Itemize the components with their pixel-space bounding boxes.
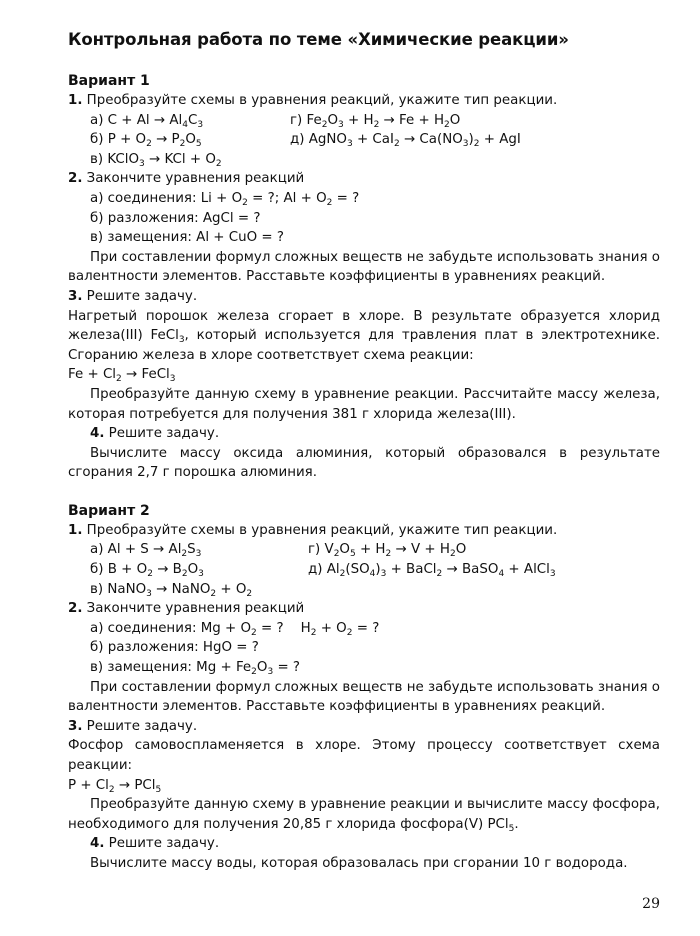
v2-task-2-number: 2. [68, 601, 83, 617]
v1-task-3-question: Преобразуйте данную схему в уравнение реакции. Рассчитайте массу железа, которая потребуется для получения 381 г хлорида железа(III). [68, 386, 660, 422]
v1-task-2-v: в) замещения: Al + CuO = ? [90, 230, 285, 246]
v2-task-1-text: Преобразуйте схемы в уравнения реакций, укажите тип реакции. [82, 522, 558, 538]
v2-task-4-problem: Вычислите массу воды, которая образовалась при сгорании 10 г водорода. [90, 855, 628, 871]
v1-note: При составлении формул сложных веществ не забудьте использовать знания о валентности элементов. Расставьте коэффициенты в уравнениях реакций. [68, 249, 660, 285]
v2-task-1-row-1 [68, 540, 660, 560]
v1-scheme-a: а) $C + Al \to Al_4C_3$ [90, 112, 204, 130]
page-title: Контрольная работа по теме «Химические реакции» [68, 30, 569, 49]
v1-scheme-d: д) AgNO$_3$ + $CaI_2 \to Ca(NO_3)_2$ + AgI [290, 132, 521, 150]
v2-task-3-scheme: $P + Cl_2 \to PCl_5$ [68, 777, 162, 795]
v2-task-4-text: Решите задачу. [104, 836, 220, 852]
v2-task-1-number: 1. [68, 522, 83, 538]
variant-1-heading: Вариант 1 [68, 73, 150, 89]
v2-task-3 [68, 717, 660, 737]
v2-task-2-a: а) соединения: $Mg + O_2$ = ? $H_2 + O_2$ = ? [90, 620, 380, 638]
v2-scheme-a: а) $Al + S \to Al_2S_3$ [90, 542, 202, 560]
v1-task-1 [68, 91, 660, 111]
page-number: 29 [642, 896, 660, 912]
v1-task-1-row-1 [68, 111, 660, 131]
v1-task-1-number: 1. [68, 93, 83, 108]
v1-task-1-text: Преобразуйте схемы в уравнения реакций, укажите тип реакции. [82, 93, 558, 108]
v2-task-3-question: Преобразуйте данную схему в уравнение реакции и вычислите массу фосфора, необходимого для получения 20,85 г хлорида фосфора(V) PCl$_5$. [68, 797, 660, 834]
v2-task-3-number: 3. [68, 718, 83, 734]
v2-task-2-v: в) замещения: $Mg + Fe_2O_3$ = ? [90, 660, 301, 678]
variant-spacer [68, 483, 660, 503]
v2-scheme-g: г) $V_2O_5 + H_2 \to V + H_2O$ [308, 542, 467, 560]
v1-task-3-scheme: $Fe + Cl_2$ → FeCl$_3$ [68, 367, 176, 385]
v1-scheme-v: в) KClO$_3$ → KCl + $O_2$ [90, 151, 222, 169]
v1-task-4-problem: Вычислите массу оксида алюминия, который образовался в результате сгорания 2,7 г порошка алюминия. [68, 445, 660, 481]
v2-task-2 [68, 599, 660, 619]
v1-task-2-text: Закончите уравнения реакций [82, 171, 305, 187]
v2-task-2-text: Закончите уравнения реакций [82, 601, 305, 617]
v2-scheme-v: в) NaNO$_3$ → NaNO$_2$ + $O_2$ [90, 581, 253, 599]
v1-task-3-number: 3. [68, 288, 83, 304]
v2-scheme-d: д) $Al_2(SO_4)_3$ + BaCl$_2$ → BaSO$_4$ + AlCl$_3$ [308, 562, 556, 580]
v1-task-3-problem: Нагретый порошок железа сгорает в хлоре. В результате образуется хлорид железа(III) FeCl$_3$, который используется для травления плат в электротехнике. Сгоранию железа в хлоре соответствует схема реакции: [68, 308, 660, 363]
v1-scheme-g: г) $Fe_2O_3 + H_2 \to Fe + H_2O$ [290, 112, 461, 130]
v2-note: При составлении формул сложных веществ не забудьте использовать знания о валентности элементов. Расставьте коэффициенты в уравнениях реакций. [68, 679, 660, 715]
v1-task-2-b: б) разложения: AgCl = ? [90, 210, 261, 226]
v1-task-3 [68, 287, 660, 307]
v2-task-4 [68, 834, 660, 854]
v2-task-2-b: б) разложения: HgO = ? [90, 640, 259, 656]
variant-2-heading: Вариант 2 [68, 502, 150, 519]
v1-task-3-text: Решите задачу. [82, 288, 198, 304]
v1-task-2-a: а) соединения: $Li + O_2$ = ?; $Al + O_2$ = ? [90, 190, 360, 208]
v1-task-2-number: 2. [68, 171, 83, 187]
v2-task-1 [68, 521, 660, 541]
v1-task-4 [68, 424, 660, 444]
v1-task-4-text: Решите задачу. [104, 426, 220, 442]
v1-task-1-row-2 [68, 130, 660, 150]
v2-task-4-number: 4. [90, 836, 105, 852]
v1-task-4-number: 4. [90, 426, 105, 442]
v2-task-3-problem: Фосфор самовоспламеняется в хлоре. Этому процессу соответствует схема реакции: [68, 738, 660, 773]
v1-task-2 [68, 169, 660, 189]
v2-task-1-row-3 [68, 580, 660, 600]
v2-task-3-text: Решите задачу. [82, 718, 198, 734]
v1-scheme-b: б) $P + O_2 \to P_2O_5$ [90, 132, 202, 150]
v2-task-1-row-2 [68, 560, 660, 580]
v1-task-1-row-3 [68, 150, 660, 170]
v2-scheme-b: б) $B + O_2 \to B_2O_3$ [90, 562, 204, 580]
worksheet-page [68, 30, 660, 874]
